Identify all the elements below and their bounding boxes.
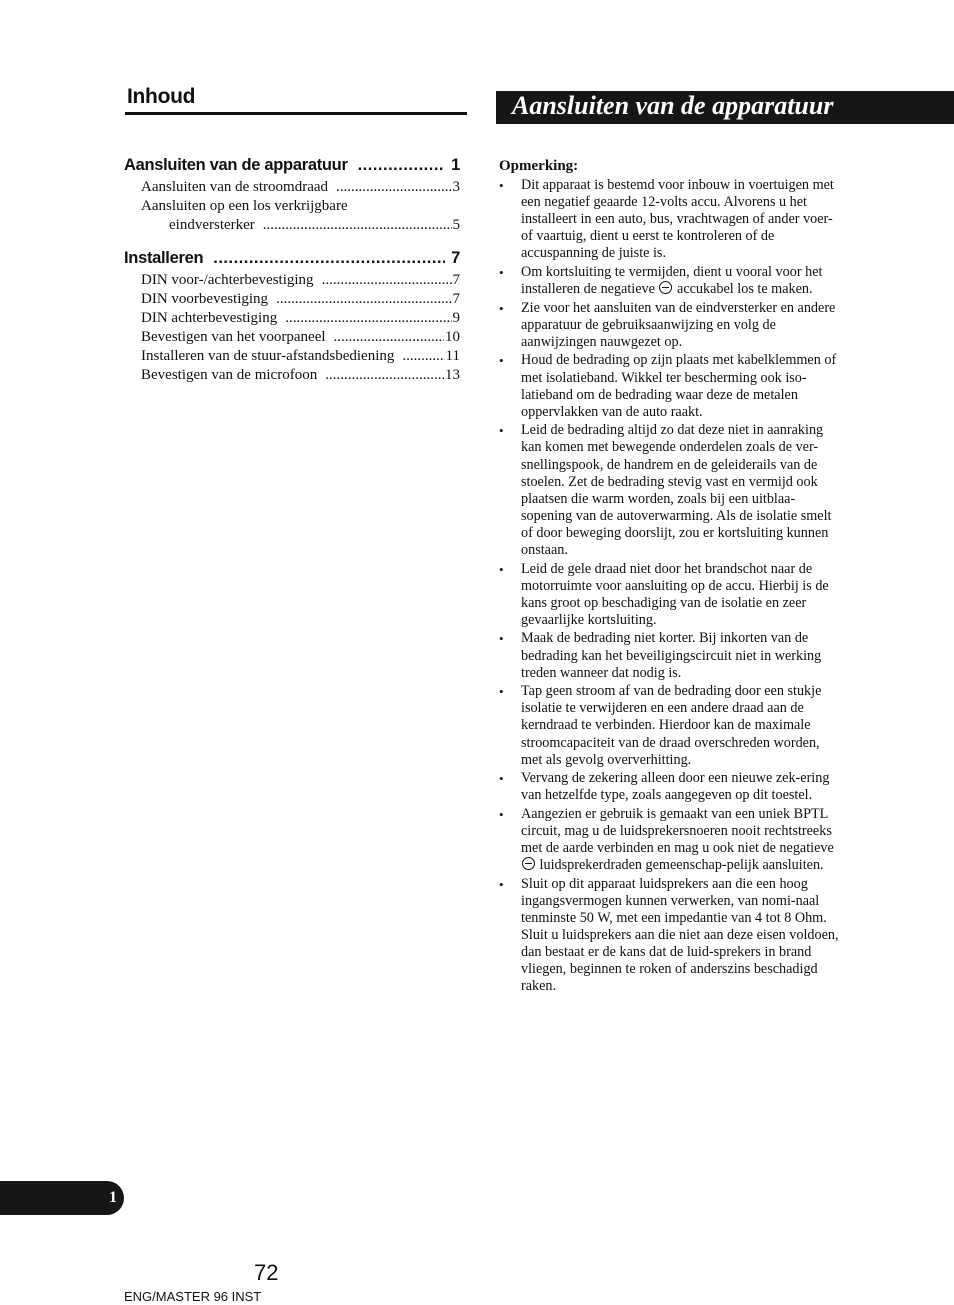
toc-entry[interactable] xyxy=(141,366,460,385)
toc-section-title: Installeren xyxy=(124,249,204,267)
note-item xyxy=(499,806,839,874)
toc-entry-label: DIN voorbevestiging xyxy=(141,291,269,307)
toc-entry[interactable] xyxy=(141,290,460,309)
toc-entry[interactable] xyxy=(141,328,460,347)
toc-entry-page: 13 xyxy=(445,367,460,383)
toc-entry-page: 3 xyxy=(452,179,460,195)
note-item: • Vervang de zekering alleen door een nieuwe zek-ering van hetzelfde type, zoals aangegeven op dit toestel. xyxy=(499,770,839,804)
toc-entries xyxy=(124,178,460,235)
toc-entry-label-line1: Aansluiten op een los verkrijgbare xyxy=(141,198,348,214)
page-number: 72 xyxy=(254,1260,279,1285)
toc-entry-page: 5 xyxy=(452,217,460,233)
note-item: • Dit apparaat is bestemd voor inbouw in voertuigen met een negatief geaarde 12-volts accu. Alvorens u het installeert in een auto, bus, vrachtwagen of ander voer- of vaartuig, dient u eerst te kontroleren of de accuspanning de juiste is. xyxy=(499,177,839,262)
toc-entry-page: 7 xyxy=(452,291,460,307)
section-tab-number: 1 xyxy=(109,1189,117,1206)
note-item: • Houd de bedrading op zijn plaats met kabelklemmen of met isolatieband. Wikkel ter bescherming ook iso-latieband om de bedrading waar deze de metalen oppervlakken van de auto raakt. xyxy=(499,352,839,420)
notes-block xyxy=(499,157,839,997)
toc-entry-page: 9 xyxy=(452,310,460,326)
dot-leader xyxy=(285,309,451,328)
toc-section-page: 7 xyxy=(451,249,460,267)
minus-circle-icon xyxy=(522,857,535,870)
toc-entry[interactable] xyxy=(141,197,460,235)
toc-entry[interactable] xyxy=(141,347,460,366)
note-item xyxy=(499,264,839,298)
note-text: accukabel los te maken. xyxy=(677,281,813,298)
toc-entry-label-line2: eindversterker xyxy=(169,217,255,233)
toc-section-page: 1 xyxy=(451,156,460,174)
toc-entry-label: DIN achterbevestiging xyxy=(141,310,278,326)
toc-section[interactable] xyxy=(124,154,460,176)
note-heading: Opmerking: xyxy=(499,158,579,174)
section-title: Aansluiten van de apparatuur xyxy=(512,91,834,120)
dot-leader xyxy=(213,247,445,269)
dot-leader xyxy=(358,154,446,176)
toc-entry-label: Bevestigen van de microfoon xyxy=(141,367,318,383)
minus-circle-icon xyxy=(659,281,672,294)
job-code: ENG/MASTER 96 INST xyxy=(124,1289,262,1304)
note-item: • Leid de bedrading altijd zo dat deze niet in aanraking kan komen met bewegende onderdelen zoals de ver-snellingspook, de handrem en de geleiderails van de stoelen. Zet de bedrading stevig vast en vermijd ook plaatsen die warm worden, zoals bij een uitblaa-sopening van de autoverwarming. Als de isolatie smelt of door beweging doorslijt, zou er kortsluiting kunnen onstaan. xyxy=(499,422,839,559)
note-item: • Maak de bedrading niet korter. Bij inkorten van de bedrading kan het beveiligingscircuit niet in werking treden wanneer dat nodig is. xyxy=(499,630,839,681)
toc-section-title: Aansluiten van de apparatuur xyxy=(124,156,348,174)
dot-leader xyxy=(402,347,444,366)
note-item: • Sluit op dit apparaat luidsprekers aan die een hoog ingangsvermogen kunnen verwerken, van nomi-naal tenminste 50 W, met een impedantie van 4 tot 8 Ohm. Sluit u luidsprekers aan die niet aan deze eisen voldoen, dan bestaat er de kans dat de luid-sprekers in brand vliegen, beginnen te roken of anderszins beschadigd raken. xyxy=(499,876,839,996)
toc-header xyxy=(125,84,467,115)
toc-entry-label: Aansluiten van de stroomdraad xyxy=(141,179,329,195)
dot-leader xyxy=(325,366,444,385)
toc-entry-label: Bevestigen van het voorpaneel xyxy=(141,329,326,345)
note-item: • Leid de gele draad niet door het brandschot naar de motorruimte voor aansluiting op de accu. Hierbij is de kans groot op beschadiging van de isolatie en zeer gevaarlijke kortsluiting. xyxy=(499,561,839,629)
toc-entry[interactable] xyxy=(141,309,460,328)
toc-title-rule xyxy=(125,112,467,115)
note-text: Aangezien er gebruik is gemaakt van een uniek BPTL circuit, mag u de luidsprekersnoeren nooit rechtstreeks met de aarde verbinden en mag u ook niet de negatieve xyxy=(521,805,834,857)
toc-title: Inhoud xyxy=(127,85,196,108)
section-title-bar xyxy=(496,91,954,124)
toc-entry[interactable] xyxy=(141,271,460,290)
section-tab xyxy=(0,1181,124,1215)
toc-entries xyxy=(124,271,460,385)
toc-entry[interactable] xyxy=(141,178,460,197)
toc-entry-page: 11 xyxy=(445,348,460,364)
dot-leader xyxy=(336,178,451,197)
dot-leader xyxy=(276,290,451,309)
dot-leader xyxy=(334,328,444,347)
dot-leader xyxy=(263,216,452,235)
toc-entry-page: 10 xyxy=(445,329,460,345)
note-text: Om kortsluiting te vermijden, dient u vooral voor het installeren de negatieve xyxy=(521,263,823,298)
note-text: luidsprekerdraden gemeenschap-pelijk aansluiten. xyxy=(539,857,824,874)
dot-leader xyxy=(322,271,452,290)
toc-entry-page: 7 xyxy=(452,272,460,288)
note-item: • Tap geen stroom af van de bedrading door een stukje isolatie te verwijderen en een andere draad aan de kerndraad te verbinden. Hierdoor kan de maximale stroomcapaciteit van de draad overschreden worden, met als gevolg oververhitting. xyxy=(499,683,839,768)
table-of-contents xyxy=(124,154,460,385)
toc-entry-label: Installeren van de stuur-afstandsbediening xyxy=(141,348,395,364)
note-item: • Zie voor het aansluiten van de eindversterker en andere apparatuur de gebruiksaanwijzing en volg de aanwijzingen nauwgezet op. xyxy=(499,300,839,351)
toc-section[interactable] xyxy=(124,247,460,269)
note-list xyxy=(499,177,839,995)
toc-entry-label: DIN voor-/achterbevestiging xyxy=(141,272,314,288)
